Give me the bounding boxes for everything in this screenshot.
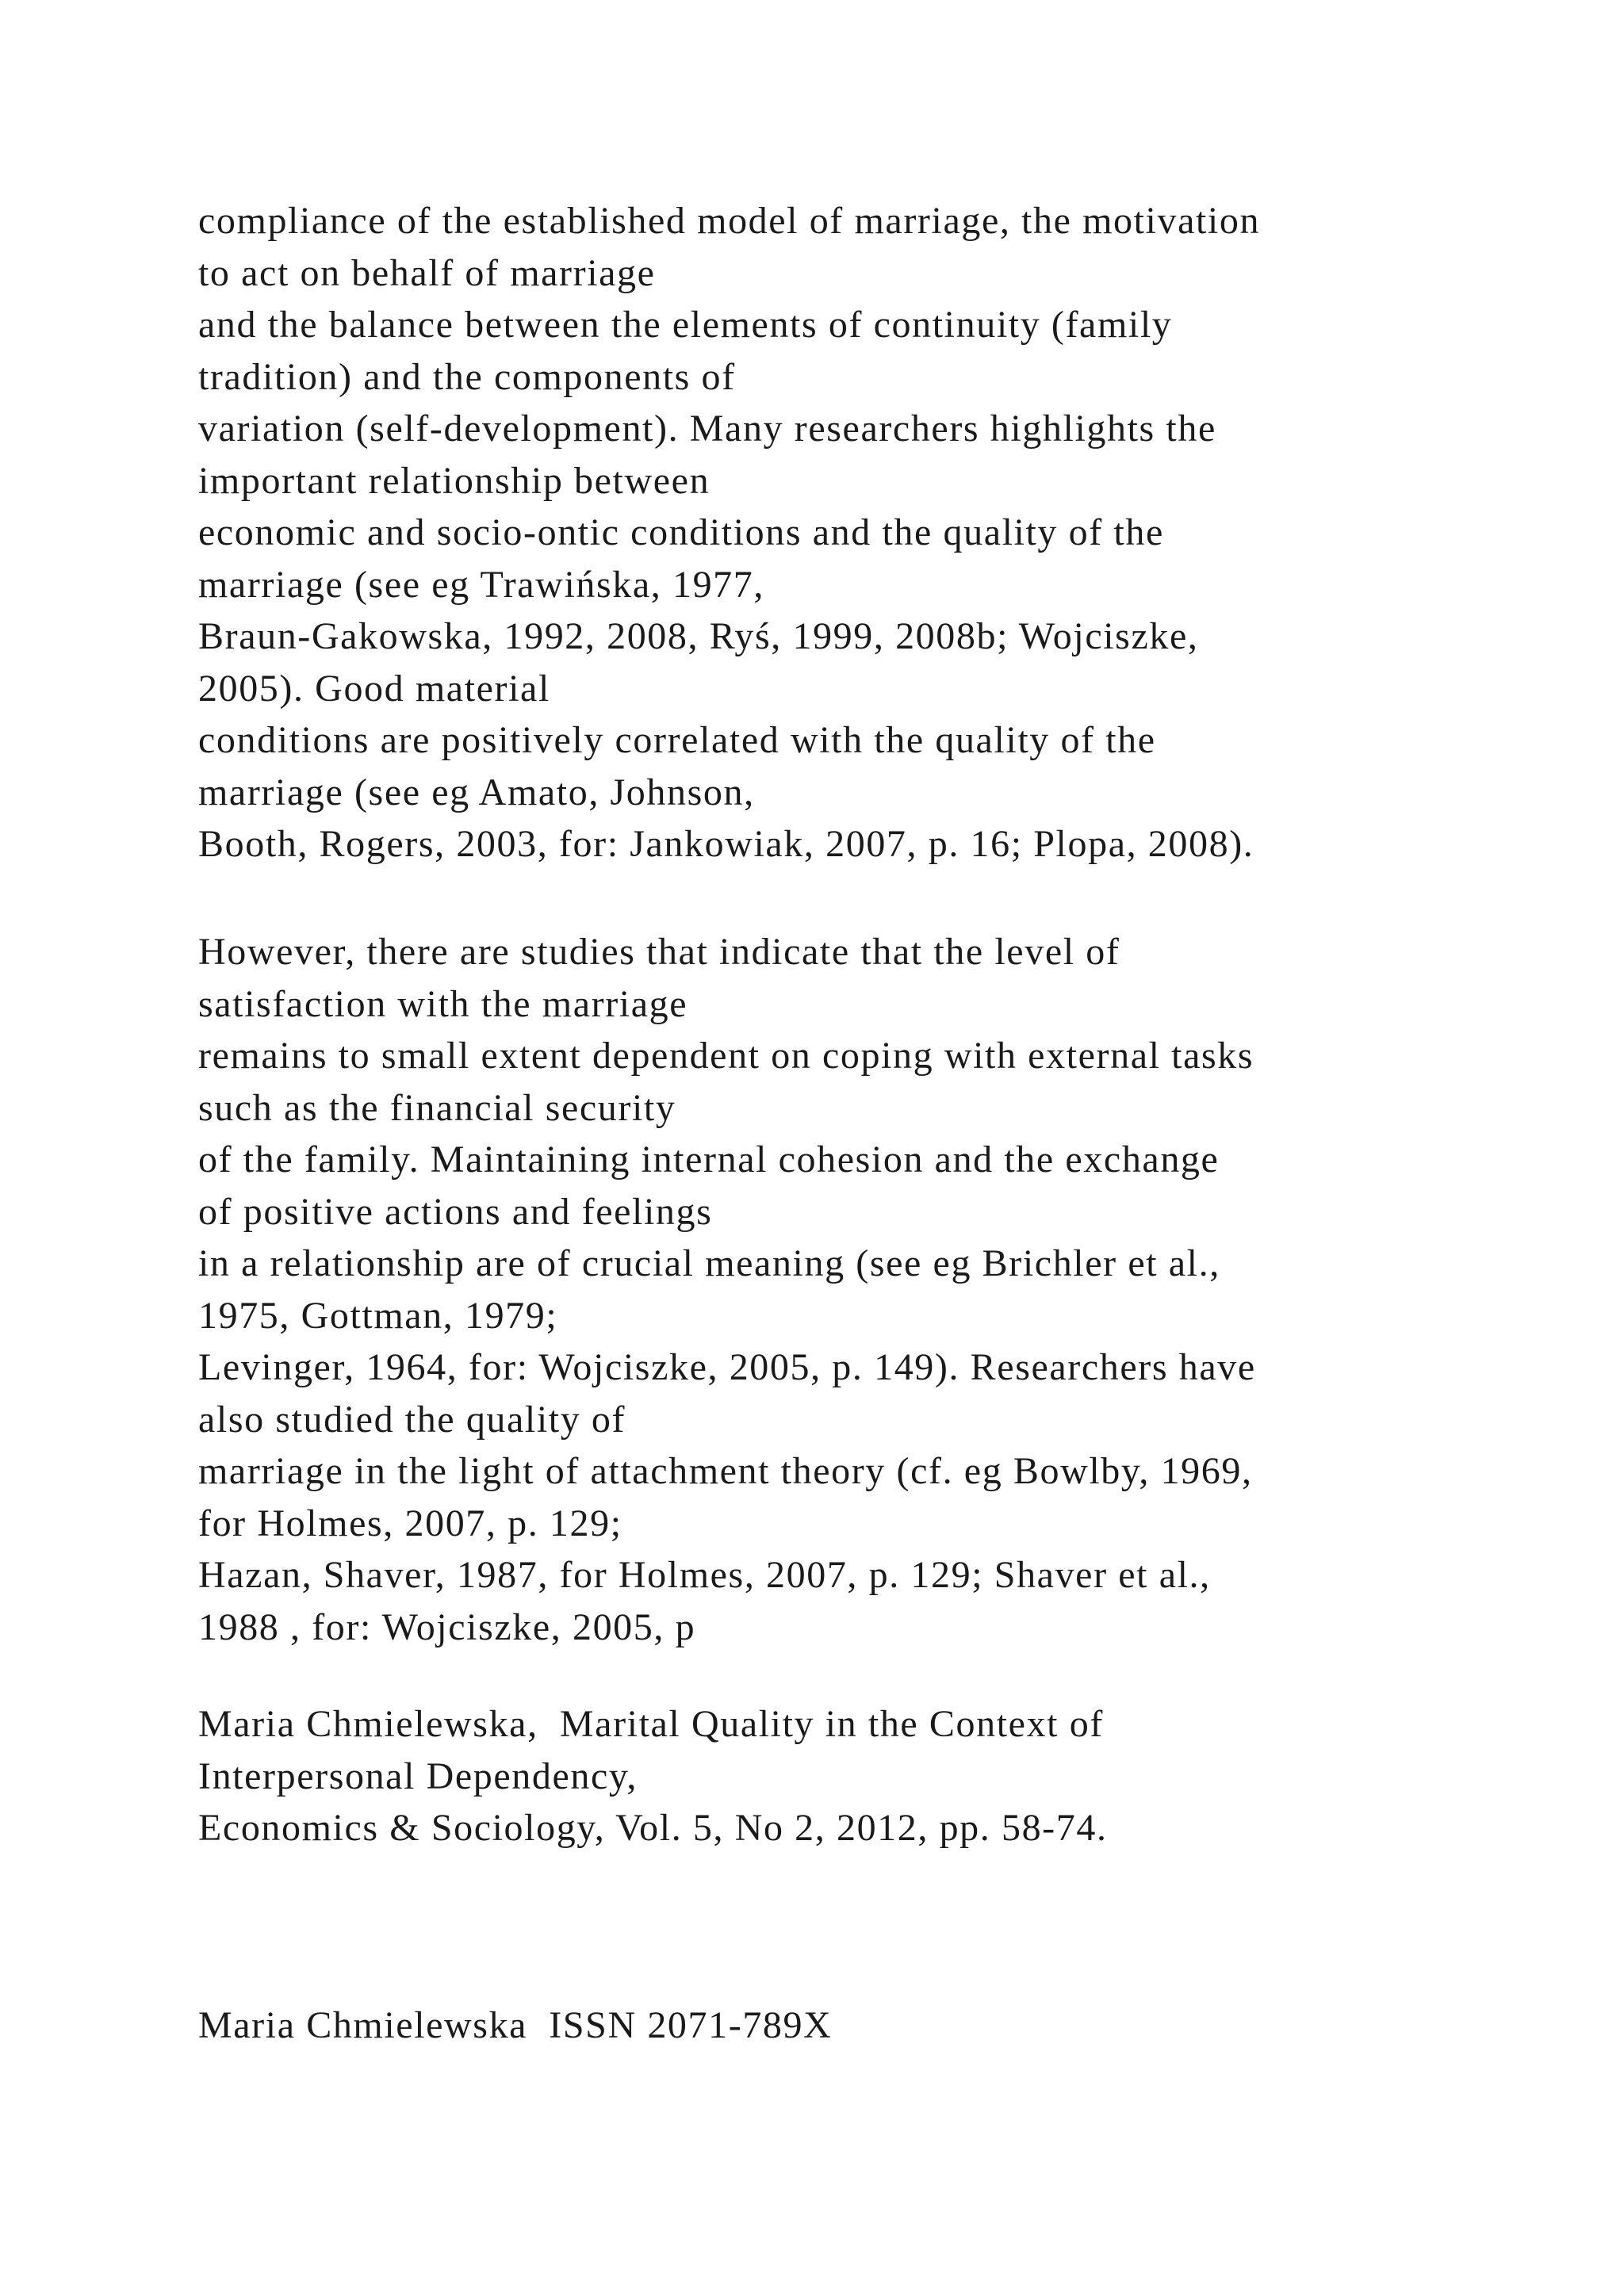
text-line: Booth, Rogers, 2003, for: Jankowiak, 2007, p. 16; Plopa, 2008). <box>198 823 1254 865</box>
text-line: of the family. Maintaining internal cohesion and the exchange <box>198 1138 1220 1181</box>
text-line: 1988 , for: Wojciszke, 2005, p <box>198 1605 696 1648</box>
citation-line: Economics & Sociology, Vol. 5, No 2, 2012, pp. 58-74. <box>198 1807 1108 1849</box>
text-line: and the balance between the elements of continuity (family <box>198 304 1173 346</box>
text-line: 2005). Good material <box>198 667 550 710</box>
citation-line: Interpersonal Dependency, <box>198 1755 638 1797</box>
text-line: 1975, Gottman, 1979; <box>198 1294 558 1337</box>
text-line: for Holmes, 2007, p. 129; <box>198 1502 622 1544</box>
text-line: Levinger, 1964, for: Wojciszke, 2005, p. 149). Researchers have <box>198 1346 1256 1388</box>
text-line: important relationship between <box>198 459 710 502</box>
author-issn-text: Maria Chmielewska ISSN 2071-789X <box>198 2004 833 2046</box>
text-line: of positive actions and feelings <box>198 1190 713 1233</box>
text-line: in a relationship are of crucial meaning (see eg Brichler et al., <box>198 1242 1220 1284</box>
text-line: Braun-Gakowska, 1992, 2008, Ryś, 1999, 2008b; Wojciszke, <box>198 615 1199 657</box>
text-line: also studied the quality of <box>198 1398 626 1441</box>
text-line: Hazan, Shaver, 1987, for Holmes, 2007, p. 129; Shaver et al., <box>198 1554 1211 1596</box>
author-issn-line <box>198 1999 1610 2052</box>
text-line: satisfaction with the marriage <box>198 982 688 1025</box>
text-line: remains to small extent dependent on coping with external tasks <box>198 1035 1254 1077</box>
citation-line: Maria Chmielewska, Marital Quality in the Context of <box>198 1703 1104 1745</box>
text-line: marriage (see eg Trawińska, 1977, <box>198 563 764 606</box>
text-line: compliance of the established model of marriage, the motivation <box>198 200 1261 242</box>
text-line: variation (self-development). Many researchers highlights the <box>198 408 1216 450</box>
text-line: to act on behalf of marriage <box>198 251 656 294</box>
text-line: marriage (see eg Amato, Johnson, <box>198 771 755 813</box>
text-line: such as the financial security <box>198 1086 676 1129</box>
paragraph-marriage-satisfaction <box>198 926 1610 1653</box>
citation-block <box>198 1698 1610 1854</box>
text-line: However, there are studies that indicate that the level of <box>198 931 1120 973</box>
paragraph-marriage-conditions <box>198 195 1610 871</box>
text-line: conditions are positively correlated with the quality of the <box>198 719 1156 761</box>
text-line: economic and socio-ontic conditions and the quality of the <box>198 511 1164 553</box>
text-line: tradition) and the components of <box>198 355 736 398</box>
text-line: marriage in the light of attachment theory (cf. eg Bowlby, 1969, <box>198 1450 1253 1492</box>
